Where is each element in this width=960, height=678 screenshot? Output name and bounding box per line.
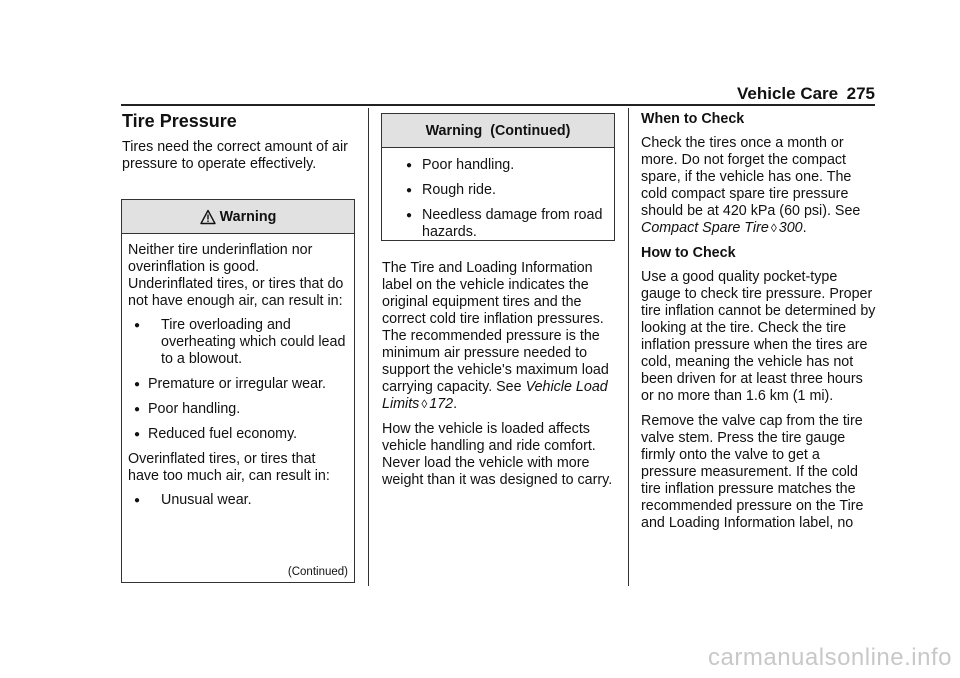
bullet-icon: ●	[406, 210, 413, 221]
warning-list-1	[128, 317, 348, 443]
list-item: ● Rough ride.	[406, 182, 496, 198]
warning-triangle-icon	[200, 209, 216, 225]
column-2	[382, 260, 616, 497]
warning-continued-header	[382, 114, 614, 148]
warning-box	[121, 199, 355, 583]
bullet-icon: ●	[134, 379, 141, 390]
bullet-icon: ●	[406, 160, 413, 171]
when-to-check-paragraph: Check the tires once a month or more. Do not forget the compact spare, if the vehicle has one. The cold compact spare tire pressure should be at 420 kPa (60 psi). See Compact Spare Tire ◊ 300.	[641, 135, 861, 236]
list-item: ● Poor handling.	[134, 401, 241, 417]
bullet-icon: ●	[406, 185, 413, 196]
how-to-check-paragraph: Use a good quality pocket-type gauge to check tire pressure. Proper tire inflation cannot be determined by looking at the tire. Check the tire inflation pressure when the tires are cold, meaning the vehicle has not been driven for at least three hours or no more than 1.6 km (1 mi).	[641, 269, 876, 404]
list-item: ● Tire overloading and overheating which could lead to a blowout.	[134, 317, 346, 367]
warning-label: Warning	[219, 208, 277, 225]
watermark: carmanualsonline.info	[708, 644, 952, 671]
column-3	[641, 111, 877, 540]
bullet-icon: ●	[134, 404, 141, 415]
column-1	[122, 111, 356, 181]
list-item: ● Unusual wear.	[134, 492, 252, 508]
warning-list-2	[128, 492, 348, 509]
warning-paragraph-2: Overinflated tires, or tires that have too much air, can result in:	[128, 451, 330, 484]
column-divider-2	[628, 108, 629, 586]
warning-header	[122, 200, 354, 234]
bullet-icon: ●	[134, 429, 141, 440]
reference-icon: ◊	[421, 397, 428, 411]
loading-paragraph: How the vehicle is loaded affects vehicle handling and ride comfort. Never load the vehicle with more weight than it was designed to carry.	[382, 421, 613, 488]
reference-icon: ◊	[770, 221, 777, 235]
page-number: 275	[846, 84, 875, 103]
reference-page[interactable]: 172	[429, 396, 454, 412]
valve-cap-paragraph: Remove the valve cap from the tire valve stem. Press the tire gauge firmly onto the valve to get a pressure measurement. If the cold tire inflation pressure matches the recommended pressure on the Tire and Loading Information label, no	[641, 413, 864, 531]
warning-continued-body	[382, 148, 614, 241]
warning-continued-list	[388, 157, 608, 241]
section-title: Vehicle Care	[737, 84, 839, 103]
tire-label-paragraph: The Tire and Loading Information label on the vehicle indicates the original equipment tires and the correct cold tire inflation pressures. The recommended pressure is the minimum air pressure needed to support the vehicle's maximum load carrying capacity. See Vehicle Load Limits ◊ 172.	[382, 260, 609, 412]
list-item: ● Reduced fuel economy.	[134, 426, 298, 442]
header-rule	[121, 104, 875, 106]
intro-paragraph: Tires need the correct amount of air pressure to operate effectively.	[122, 139, 348, 172]
subheading-how-to-check: How to Check	[641, 245, 736, 261]
bullet-icon: ●	[134, 495, 141, 506]
list-item: ● Needless damage from road hazards.	[406, 207, 603, 240]
warning-continued-label: Warning (Continued)	[425, 122, 571, 139]
section-heading: Tire Pressure	[122, 111, 237, 131]
warning-paragraph-1: Neither tire underinflation nor overinflation is good. Underinflated tires, or tires that do not have enough air, can result in:	[128, 242, 344, 309]
column-divider-1	[368, 108, 369, 586]
list-item: ● Premature or irregular wear.	[134, 376, 326, 392]
cross-reference-link[interactable]: Vehicle Load Limits	[382, 379, 608, 412]
list-item: ● Poor handling.	[406, 157, 515, 173]
cross-reference-link[interactable]: Compact Spare Tire	[641, 220, 769, 236]
warning-continued-box	[381, 113, 615, 241]
continued-label: (Continued)	[287, 566, 348, 578]
subheading-when-to-check: When to Check	[641, 111, 745, 127]
reference-page[interactable]: 300	[778, 220, 803, 236]
warning-body	[122, 234, 354, 509]
bullet-icon: ●	[134, 320, 141, 331]
